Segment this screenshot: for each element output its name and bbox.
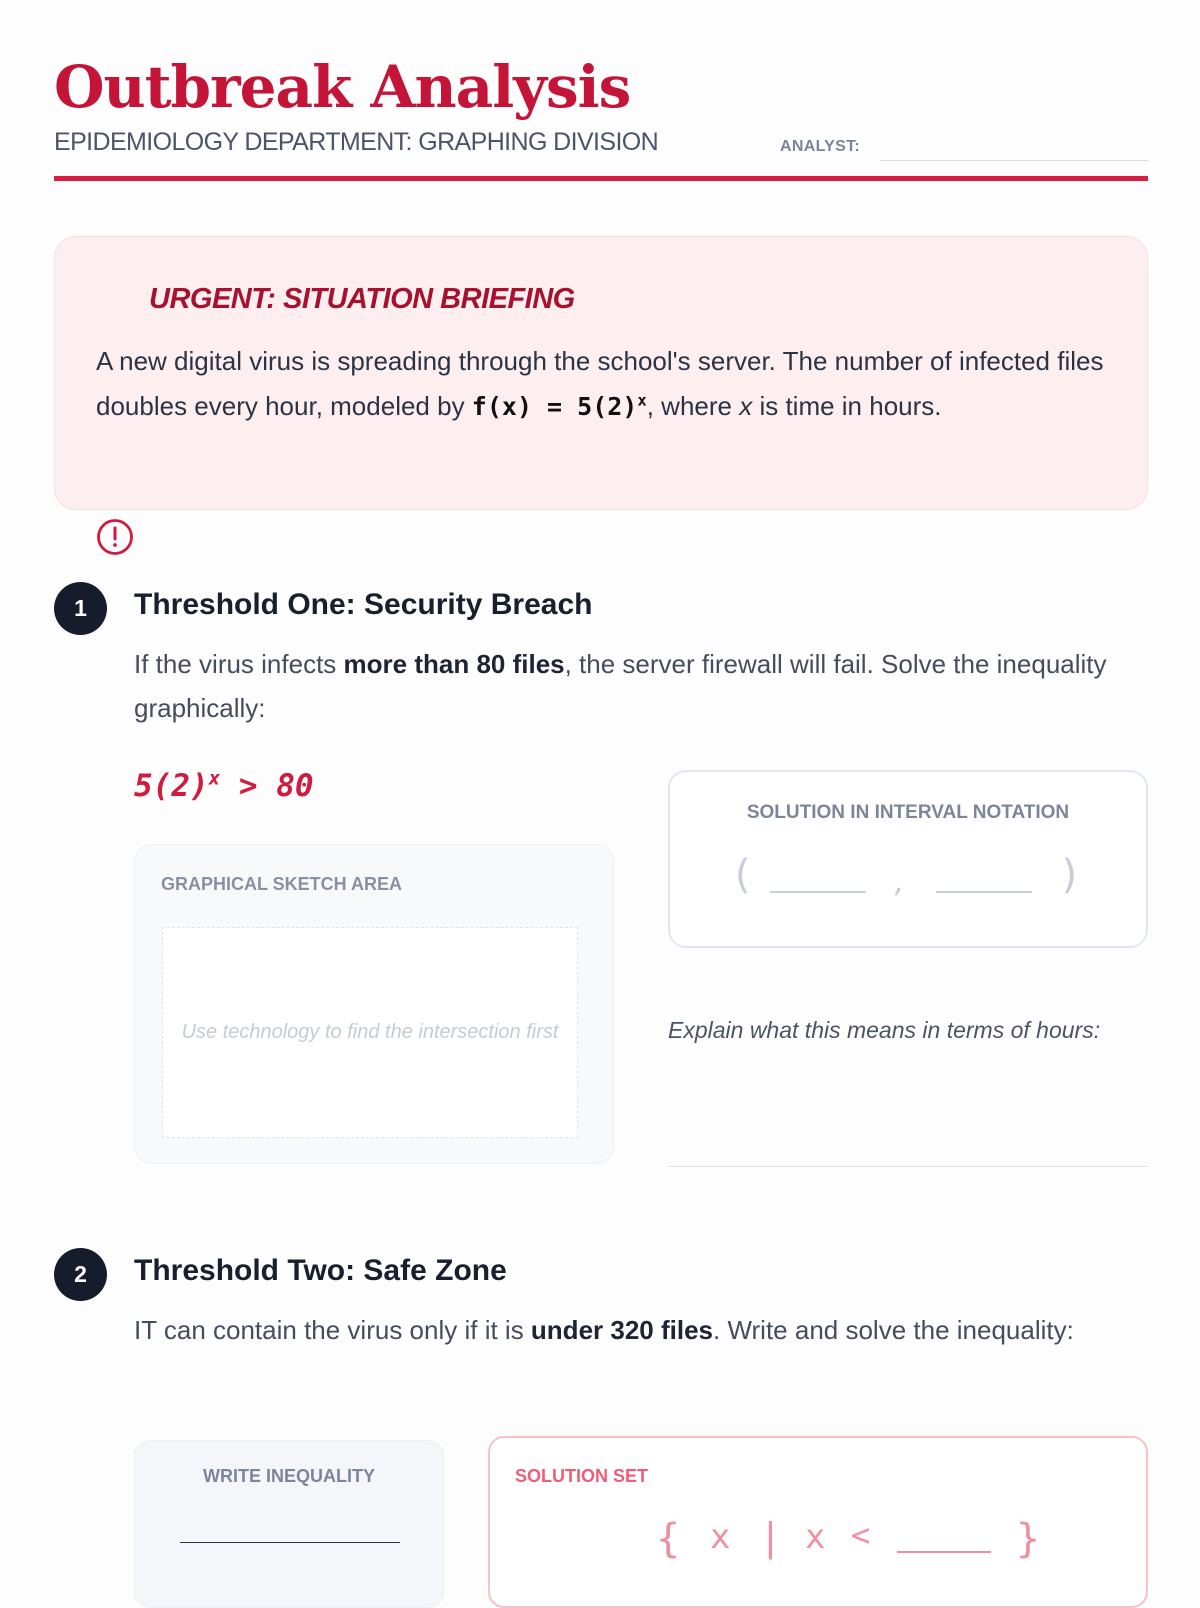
write-inequality-blank[interactable] <box>180 1542 400 1543</box>
section1-text-part: , the server firewall will fail. Solve the inequality graphically: <box>134 649 1107 723</box>
analyst-label: ANALYST: <box>780 138 861 155</box>
set-less-than: < <box>851 1516 871 1554</box>
set-variable: x <box>710 1517 731 1557</box>
set-open-brace: { <box>656 1516 681 1562</box>
briefing-text-part: is time in hours. <box>752 391 942 421</box>
briefing-text-part: A new digital virus is spreading through the school's server. The number of infected files doubles every hour, modeled by <box>96 346 1104 421</box>
variable-x: x <box>739 391 753 421</box>
set-close-brace-svg <box>1014 1508 1054 1568</box>
interval-close-paren: ) <box>1058 852 1083 898</box>
briefing-text-part: , where <box>646 391 740 421</box>
section2-text-part: IT can contain the virus only if it is <box>134 1315 531 1345</box>
growth-formula <box>472 392 647 421</box>
sketch-area[interactable] <box>162 927 578 1138</box>
sketch-label: GRAPHICAL SKETCH AREA <box>161 874 403 894</box>
section-number-badge: 1 <box>54 582 107 635</box>
section1-text <box>134 642 1124 730</box>
interval-open-paren: ( <box>730 852 755 898</box>
explain-prompt: Explain what this means in terms of hours: <box>668 1017 1101 1043</box>
formula-base: f(x) = 5(2) <box>471 392 638 421</box>
inequality-rest: > 80 <box>220 768 314 804</box>
alert-circle-icon <box>96 518 134 556</box>
section-number-badge: 2 <box>54 1248 107 1301</box>
section2-title: Threshold Two: Safe Zone <box>134 1254 507 1287</box>
interval-label: SOLUTION IN INTERVAL NOTATION <box>746 802 1070 823</box>
explain-answer-line[interactable] <box>668 1166 1148 1167</box>
sketch-hint: Use technology to find the intersection first <box>181 1021 559 1043</box>
interval-notation <box>668 848 1148 908</box>
section2-text-part: . Write and solve the inequality: <box>713 1315 1074 1345</box>
solution-set-notation <box>594 1508 994 1568</box>
page-subtitle: EPIDEMIOLOGY DEPARTMENT: GRAPHING DIVISION <box>54 128 659 156</box>
section1-inequality <box>134 768 314 804</box>
inequality-exponent: x <box>208 766 221 790</box>
section1-text-bold: more than 80 files <box>343 649 565 679</box>
set-close-brace: } <box>1016 1516 1041 1562</box>
analyst-name-field[interactable] <box>880 160 1148 161</box>
formula-exponent: x <box>637 391 647 410</box>
set-variable: x <box>805 1517 826 1557</box>
section2-text-bold: under 320 files <box>530 1315 713 1345</box>
page-title: Outbreak Analysis <box>54 53 631 121</box>
inequality-base: 5(2) <box>134 768 209 804</box>
briefing-panel <box>54 236 1148 510</box>
solution-set-label: SOLUTION SET <box>515 1466 649 1486</box>
briefing-text <box>96 339 1116 429</box>
section1-title: Threshold One: Security Breach <box>134 588 593 621</box>
interval-comma: , <box>892 869 908 899</box>
briefing-title: URGENT: SITUATION BRIEFING <box>149 283 575 315</box>
section1-text-part: If the virus infects <box>134 649 344 679</box>
write-inequality-label: WRITE INEQUALITY <box>203 1466 375 1486</box>
header-divider <box>54 176 1148 181</box>
set-bar: | <box>759 1515 782 1559</box>
section2-text <box>134 1308 1124 1352</box>
